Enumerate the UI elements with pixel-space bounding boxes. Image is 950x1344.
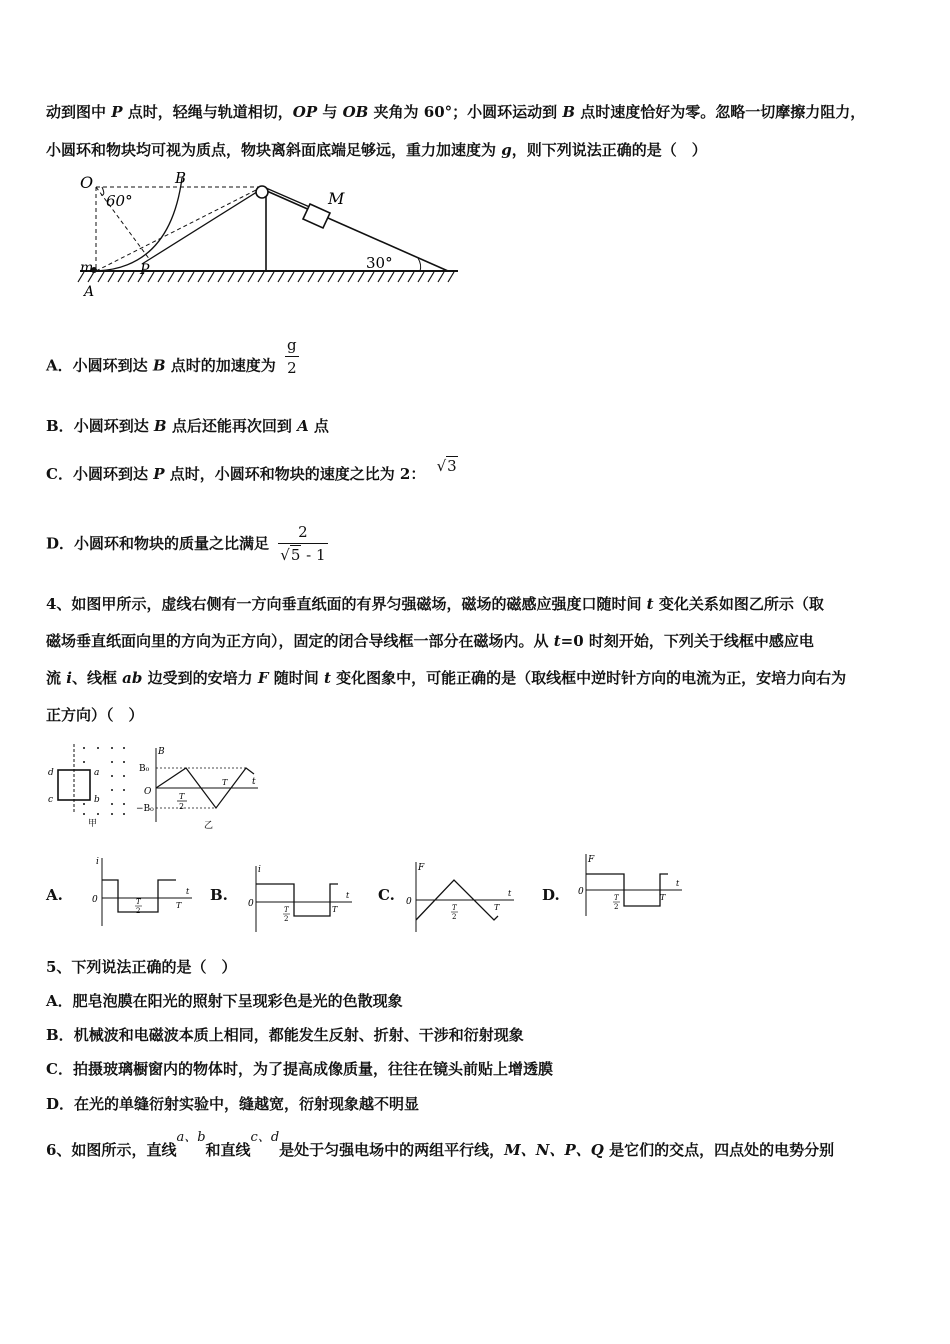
q3-option-c: C．小圆环到达 P 点时，小圆环和物块的速度之比为 2： √3 bbox=[46, 457, 457, 483]
q4-choice-a-graph[interactable] bbox=[86, 856, 196, 928]
svg-text:F: F bbox=[418, 863, 425, 873]
svg-text:c: c bbox=[48, 795, 54, 805]
svg-text:B₀: B₀ bbox=[139, 764, 150, 774]
q4-choice-a-label[interactable]: A. bbox=[46, 886, 63, 904]
q5-stem: 5、下列说法正确的是（ ） bbox=[46, 958, 237, 976]
fig-label-B: B bbox=[175, 169, 187, 187]
fraction-g-over-2: $\frac{g}{2}$ bbox=[287, 336, 297, 377]
q4-stem-line2: 磁场垂直纸面向里的方向为正方向），固定的闭合导线框一部分在磁场内。从 t=0 时刻开始，下列关于线框中感应电 bbox=[46, 632, 814, 650]
svg-text:2: 2 bbox=[179, 802, 185, 811]
q3-option-a: A．小圆环到达 B 点时的加速度为 $\frac{g}{2}$ bbox=[46, 336, 297, 377]
q4-choice-b-graph[interactable] bbox=[246, 862, 356, 934]
fig-label-M: M bbox=[328, 189, 345, 208]
svg-text:d: d bbox=[48, 768, 54, 778]
fig-angle-60: 60° bbox=[106, 192, 133, 210]
svg-text:0: 0 bbox=[92, 895, 98, 905]
svg-text:0: 0 bbox=[578, 887, 584, 897]
svg-text:2: 2 bbox=[284, 915, 289, 923]
fig-label-P: P bbox=[140, 262, 150, 278]
q5-option-c: C．拍摄玻璃橱窗内的物体时，为了提高成像质量，往往在镜头前贴上增透膜 bbox=[46, 1060, 553, 1078]
q5-option-a: A．肥皂泡膜在阳光的照射下呈现彩色是光的色散现象 bbox=[46, 992, 403, 1010]
q5-option-b: B．机械波和电磁波本质上相同，都能发生反射、折射、干涉和衍射现象 bbox=[46, 1026, 524, 1044]
svg-text:t: t bbox=[346, 891, 350, 900]
svg-text:O: O bbox=[144, 787, 152, 797]
svg-text:t: t bbox=[508, 889, 512, 898]
svg-text:2: 2 bbox=[136, 907, 141, 915]
svg-text:t: t bbox=[676, 879, 680, 888]
q4-choice-c-label[interactable]: C. bbox=[378, 886, 395, 904]
svg-text:b: b bbox=[94, 795, 100, 805]
svg-text:T: T bbox=[452, 904, 457, 912]
svg-text:T: T bbox=[660, 893, 666, 902]
svg-text:B: B bbox=[158, 747, 165, 757]
svg-text:a: a bbox=[94, 768, 100, 778]
svg-text:2: 2 bbox=[614, 903, 619, 911]
q4-choice-c-graph[interactable] bbox=[404, 858, 518, 934]
fraction-2-over-sqrt5-minus-1: $\frac{2}{√5 - 1}$ bbox=[280, 523, 326, 564]
q3-incline-figure bbox=[70, 168, 470, 300]
q3-option-d: D．小圆环和物块的质量之比满足 $\frac{2}{√5 - 1}$ bbox=[46, 523, 326, 564]
svg-text:2: 2 bbox=[452, 913, 457, 921]
svg-text:i: i bbox=[258, 865, 261, 875]
svg-text:T: T bbox=[614, 894, 619, 902]
svg-text:t: t bbox=[252, 777, 256, 787]
fig-label-O: O bbox=[80, 173, 94, 192]
q4-stem-line4: 正方向）（ ） bbox=[46, 706, 144, 724]
svg-text:T: T bbox=[136, 898, 141, 906]
q6-stem: 6、如图所示，直线a、b和直线c、d是处于匀强电场中的两组平行线，M、N、P、Q 是它们的交点，四点处的电势分别 bbox=[46, 1130, 835, 1159]
svg-text:0: 0 bbox=[406, 897, 412, 907]
fig-angle-30: 30° bbox=[366, 254, 393, 272]
svg-text:−B₀: −B₀ bbox=[136, 804, 154, 814]
q5-option-d: D．在光的单缝衍射实验中，缝越宽，衍射现象越不明显 bbox=[46, 1095, 420, 1113]
svg-text:T: T bbox=[176, 901, 182, 910]
svg-text:T: T bbox=[179, 792, 185, 801]
fig-label-m: m bbox=[80, 260, 94, 276]
svg-text:i: i bbox=[96, 857, 99, 867]
q4-figure-jia bbox=[44, 742, 136, 828]
sqrt-3: √3 bbox=[436, 457, 457, 475]
svg-text:t: t bbox=[186, 887, 190, 896]
q4-stem-line1: 4、如图甲所示，虚线右侧有一方向垂直纸面的有界匀强磁场，磁场的磁感应强度口随时间 t 变化关系如图乙所示（取 bbox=[46, 595, 824, 613]
fig-label-A: A bbox=[84, 284, 95, 300]
svg-text:T: T bbox=[222, 778, 228, 787]
q3-stem-line1: 动到图中 P 点时，轻绳与轨道相切，OP 与 OB 夹角为 60°；小圆环运动到 B 点时速度恰好为零。忽略一切摩擦力阻力， bbox=[46, 103, 866, 121]
svg-text:T: T bbox=[284, 906, 289, 914]
svg-text:甲: 甲 bbox=[88, 819, 98, 828]
svg-text:乙: 乙 bbox=[204, 821, 214, 830]
q4-choice-d-graph[interactable] bbox=[576, 852, 686, 924]
q3-option-b: B．小圆环到达 B 点后还能再次回到 A 点 bbox=[46, 417, 329, 435]
q4-figure-yi bbox=[136, 744, 262, 830]
svg-text:T: T bbox=[494, 903, 500, 912]
q4-choice-d-label[interactable]: D. bbox=[542, 886, 560, 904]
q4-choice-b-label[interactable]: B. bbox=[210, 886, 228, 904]
q4-stem-line3: 流 i、线框 ab 边受到的安培力 F 随时间 t 变化图象中，可能正确的是（取线框中逆时针方向的电流为正，安培力向右为 bbox=[46, 669, 847, 687]
svg-text:T: T bbox=[332, 905, 338, 914]
svg-text:0: 0 bbox=[248, 899, 254, 909]
svg-text:F: F bbox=[588, 855, 595, 865]
q3-stem-line2: 小圆环和物块均可视为质点，物块离斜面底端足够远，重力加速度为 g，则下列说法正确的是（ ） bbox=[46, 141, 707, 159]
